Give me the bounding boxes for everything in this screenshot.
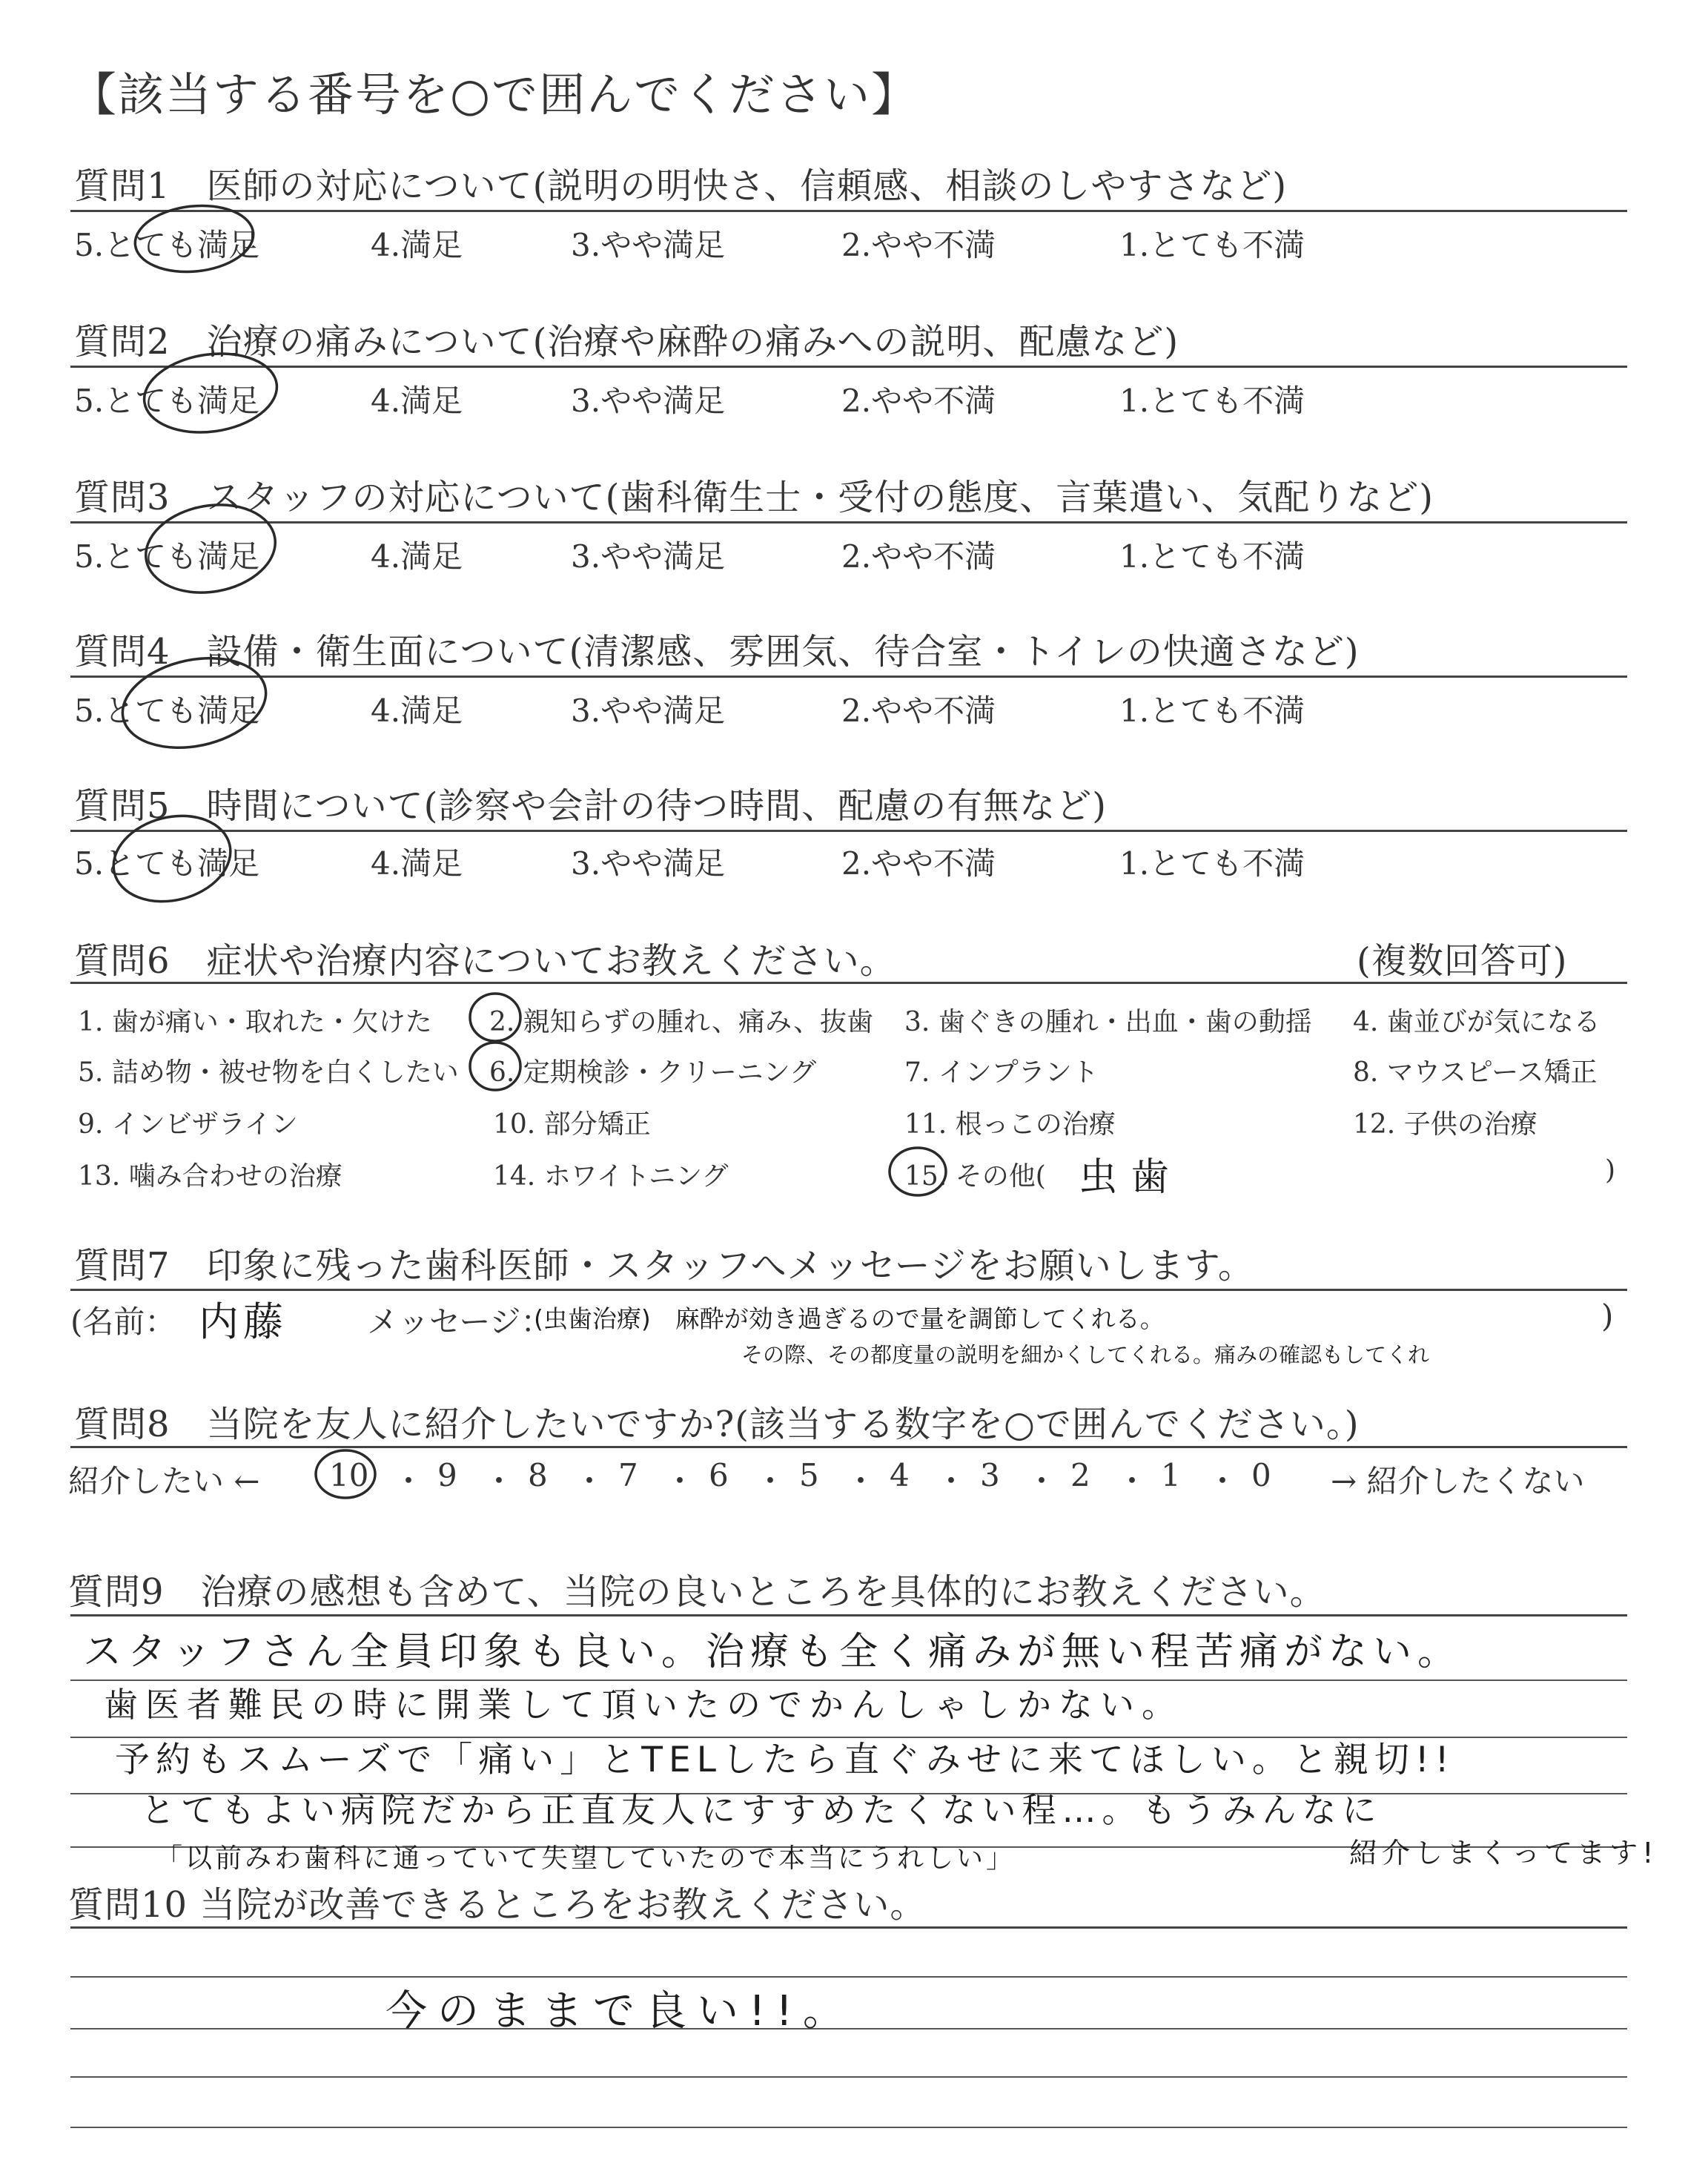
q6-opt-13[interactable]: 13. 噛み合わせの治療 [78,1161,342,1192]
q8-scale-0[interactable]: 0 [1251,1457,1271,1493]
q9-line-6[interactable]: 紹介しまくってます! [1349,1837,1658,1869]
q6-opt-8[interactable]: 8. マウスピース矯正 [1353,1057,1598,1088]
q8-dot: ・ [483,1463,515,1499]
q5-opt-3[interactable]: 3.やや満足 [571,845,726,882]
q8-scale-6[interactable]: 6 [709,1457,729,1493]
q2-title: 質問2 治療の痛みについて(治療や麻酔の痛みへの説明、配慮など) [74,321,1179,363]
q8-dot: ・ [845,1463,877,1499]
q4-opt-1[interactable]: 1.とても不満 [1119,693,1305,729]
q5-title: 質問5 時間について(診察や会計の待つ時間、配慮の有無など) [74,785,1108,827]
q4-title: 質問4 設備・衛生面について(清潔感、雰囲気、待合室・トイレの快適さなど) [74,631,1360,673]
q7-name-label: (名前： [70,1304,176,1340]
q8-dot: ・ [936,1463,967,1499]
q8-dot: ・ [574,1463,606,1499]
q3-selection-circle [139,495,282,603]
q8-scale-10[interactable]: 10 [329,1457,369,1493]
q1-title: 質問1 医師の対応について(説明の明快さ、信頼感、相談のしやすさなど) [74,165,1288,207]
q4-opt-3[interactable]: 3.やや満足 [571,693,726,729]
q7-message-close: ) [1601,1298,1614,1334]
q2-opt-5[interactable]: 5.とても満足 [74,383,260,419]
q6-opt-9[interactable]: 9. インビザライン [78,1109,298,1140]
q9-line-1[interactable]: スタッフさん全員印象も良い。治療も全く痛みが無い程苦痛がない。 [83,1630,1463,1674]
q8-scale-8[interactable]: 8 [528,1457,548,1493]
q4-opt-5[interactable]: 5.とても満足 [74,693,260,729]
q6-opt-7[interactable]: 7. インプラント [904,1057,1099,1088]
q1-opt-3[interactable]: 3.やや満足 [571,227,726,263]
q8-scale-5[interactable]: 5 [799,1457,819,1493]
q4-opt-4[interactable]: 4.満足 [371,693,463,729]
q3-opt-2[interactable]: 2.やや不満 [841,538,996,575]
q8-left-label: 紹介したい ← [68,1463,260,1499]
q6-opt-3[interactable]: 3. 歯ぐきの腫れ・出血・歯の動揺 [904,1007,1312,1037]
q7-message-label: メッセージ： [367,1304,552,1340]
q7-message-line2[interactable]: その際、その都度量の説明を細かくしてくれる。痛みの確認もしてくれ [741,1342,1430,1367]
q6-opt-12[interactable]: 12. 子供の治療 [1353,1109,1537,1140]
q6-note: (複数回答可) [1357,940,1568,982]
q6-opt-2-selection-circle [470,994,520,1041]
q5-opt-1[interactable]: 1.とても不満 [1119,845,1305,882]
q4-selection-circle [114,646,274,760]
q9-line-2[interactable]: 歯医者難民の時に開業して頂いたのでかんしゃしかない。 [104,1685,1183,1725]
q10-answer[interactable]: 今のままで良い!!。 [385,1987,855,2035]
q8-scale-2[interactable]: 2 [1070,1457,1090,1493]
q2-selection-circle [139,346,282,440]
q6-other-answer[interactable]: 虫歯 [1079,1155,1183,1200]
q1-selection-circle [132,200,256,277]
q6-opt-5[interactable]: 5. 詰め物・被せ物を白くしたい [78,1057,459,1088]
q2-opt-2[interactable]: 2.やや不満 [841,383,996,419]
q5-opt-5[interactable]: 5.とても満足 [74,845,260,882]
q8-right-label: → 紹介したくない [1331,1463,1585,1499]
q8-dot: ・ [1116,1463,1148,1499]
q8-scale-9[interactable]: 9 [437,1457,457,1493]
q6-title: 質問6 症状や治療内容についてお教えください。 [74,940,896,982]
q6-opt-1[interactable]: 1. 歯が痛い・取れた・欠けた [78,1007,432,1037]
q8-dot: ・ [755,1463,787,1499]
q9-title: 質問9 治療の感想も含めて、当院の良いところを具体的にお教えください。 [68,1571,1326,1613]
q9-line-4[interactable]: とてもよい病院だから正直友人にすすめたくない程…。もうみんなに [141,1790,1383,1830]
q6-opt-10[interactable]: 10. 部分矯正 [493,1109,651,1140]
q10-title: 質問10 当院が改善できるところをお教えください。 [68,1884,927,1926]
q9-line-3[interactable]: 予約もスムーズで「痛い」とTELしたら直ぐみせに来てほしい。と親切!! [115,1740,1455,1780]
q7-name-value[interactable]: 内藤 [199,1298,288,1345]
q6-opt-11[interactable]: 11. 根っこの治療 [904,1109,1116,1140]
q8-scale-1[interactable]: 1 [1161,1457,1181,1493]
q4-opt-2[interactable]: 2.やや不満 [841,693,996,729]
q6-opt-14[interactable]: 14. ホワイトニング [493,1161,729,1192]
q8-scale-7[interactable]: 7 [618,1457,638,1493]
q8-dot: ・ [393,1463,425,1499]
q6-opt-15-selection-circle [890,1148,946,1195]
q6-opt-2[interactable]: 2. 親知らずの腫れ、痛み、抜歯 [489,1007,874,1037]
q2-opt-4[interactable]: 4.満足 [371,383,463,419]
form-header: 【該当する番号を○で囲んでください】 [70,67,919,122]
q6-opt-6[interactable]: 6. 定期検診・クリーニング [489,1057,817,1088]
q6-opt-15[interactable]: 15. その他( [904,1161,1046,1192]
q5-opt-4[interactable]: 4.満足 [371,845,463,882]
q1-opt-1[interactable]: 1.とても不満 [1119,227,1305,263]
q8-title: 質問8 当院を友人に紹介したいですか?(該当する数字を○で囲んでください。) [74,1404,1360,1445]
q8-dot: ・ [1026,1463,1058,1499]
q6-other-close: ) [1605,1155,1616,1186]
q8-scale-4[interactable]: 4 [890,1457,910,1493]
q2-opt-1[interactable]: 1.とても不満 [1119,383,1305,419]
q8-selection-circle [316,1450,375,1498]
q5-selection-circle [105,804,239,913]
q3-opt-4[interactable]: 4.満足 [371,538,463,575]
q8-dot: ・ [664,1463,696,1499]
q2-opt-3[interactable]: 3.やや満足 [571,383,726,419]
q3-title: 質問3 スタッフの対応について(歯科衛生士・受付の態度、言葉遣い、気配りなど) [74,477,1434,518]
q1-opt-2[interactable]: 2.やや不満 [841,227,996,263]
q1-opt-5[interactable]: 5.とても満足 [74,227,260,263]
q3-opt-3[interactable]: 3.やや満足 [571,538,726,575]
q7-title: 質問7 印象に残った歯科医師・スタッフへメッセージをお願いします。 [74,1245,1254,1287]
q5-opt-2[interactable]: 2.やや不満 [841,845,996,882]
q7-message-line1[interactable]: (虫歯治療) 麻酔が効き過ぎるので量を調節してくれる。 [534,1304,1165,1333]
q9-line-5[interactable]: 「以前みわ歯科に通っていて失望していたので本当にうれしい」 [156,1843,1016,1874]
q1-opt-4[interactable]: 4.満足 [371,227,463,263]
q3-opt-5[interactable]: 5.とても満足 [74,538,260,575]
q6-opt-4[interactable]: 4. 歯並びが気になる [1353,1007,1601,1037]
q6-opt-6-selection-circle [470,1043,520,1090]
q3-opt-1[interactable]: 1.とても不満 [1119,538,1305,575]
q8-scale-3[interactable]: 3 [980,1457,1000,1493]
q8-dot: ・ [1207,1463,1239,1499]
